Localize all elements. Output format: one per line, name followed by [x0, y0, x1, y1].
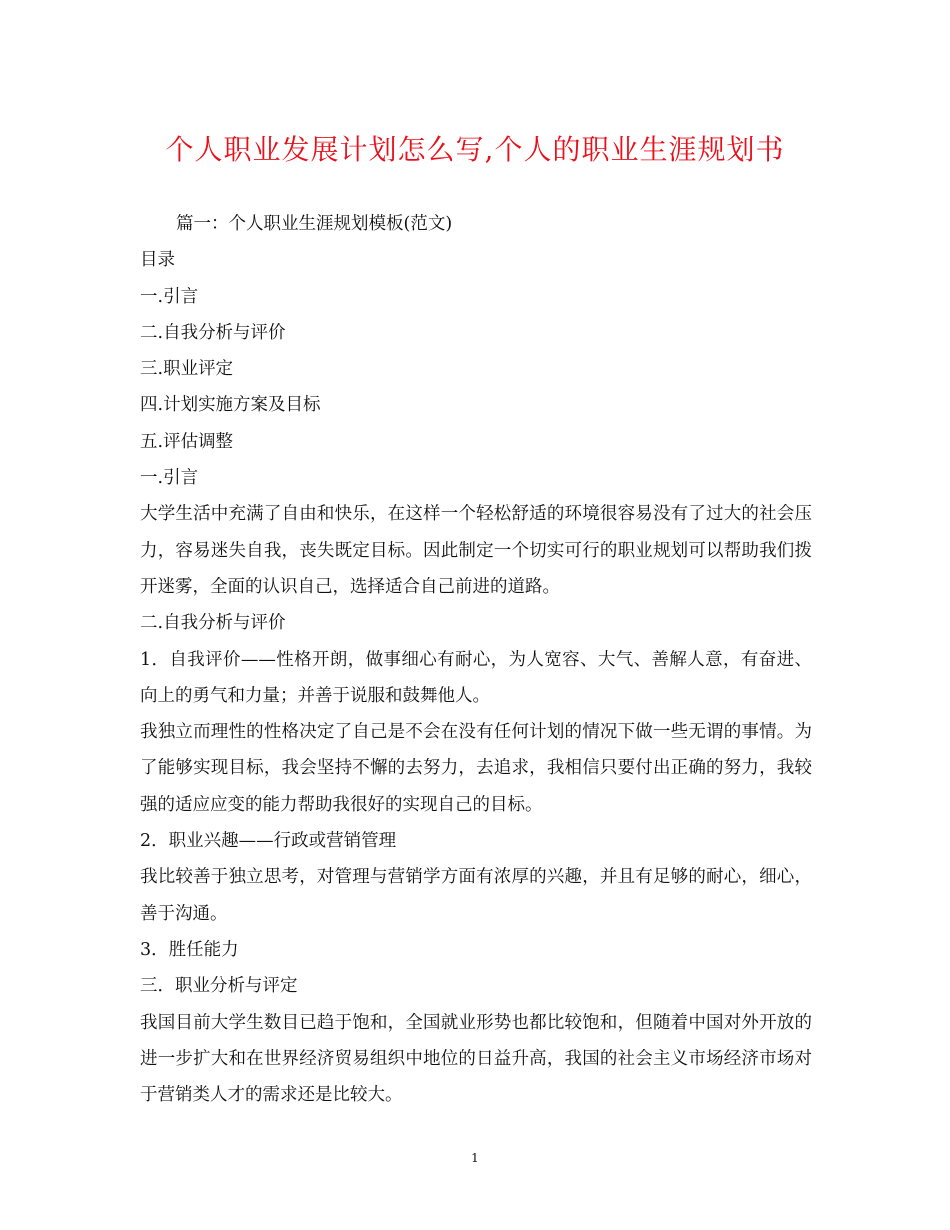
- career-analysis-heading: 三．职业分析与评定: [140, 976, 298, 997]
- intro-heading: 一.引言: [140, 468, 199, 489]
- page-title: 个人职业发展计划怎么写,个人的职业生涯规划书: [165, 133, 785, 166]
- personality-paragraph: 我独立而理性的性格决定了自己是不会在没有任何计划的情况下做一些无谓的事情。为了能够实现目标，我会坚持不懈的去努力，去追求，我相信只要付出正确的努力，我较强的适应应变的能力帮助我很好的实现自己的目标。: [140, 722, 812, 815]
- self-analysis-heading: 二.自我分析与评价: [140, 613, 286, 634]
- toc-item: 二.自我分析与评价: [140, 322, 286, 343]
- career-interest-paragraph: 我比较善于独立思考，对管理与营销学方面有浓厚的兴趣，并且有足够的耐心，细心，善于沟通。: [140, 867, 812, 924]
- toc-item: 五.评估调整: [140, 431, 234, 452]
- toc-item: 三.职业评定: [140, 359, 234, 380]
- document-body: [140, 206, 812, 1113]
- career-analysis-paragraph: 我国目前大学生数目已趋于饱和，全国就业形势也都比较饱和，但随着中国对外开放的进一步扩大和在世界经济贸易组织中地位的日益升高，我国的社会主义市场经济市场对于营销类人才的需求还是比较大。: [140, 1012, 812, 1106]
- competence-heading: 3．胜任能力: [140, 939, 239, 960]
- toc-item: 四.计划实施方案及目标: [140, 395, 321, 416]
- intro-paragraph: 大学生活中充满了自由和快乐，在这样一个轻松舒适的环境很容易没有了过大的社会压力，容易迷失自我，丧失既定目标。因此制定一个切实可行的职业规划可以帮助我们拨开迷雾，全面的认识自己，选择适合自己前进的道路。: [140, 504, 812, 597]
- self-evaluation-paragraph: 1．自我评价——性格开朗，做事细心有耐心，为人宽容、大气、善解人意，有奋进、向上的勇气和力量；并善于说服和鼓舞他人。: [140, 649, 812, 706]
- page-number: 1: [471, 1151, 479, 1165]
- toc-heading: 目录: [140, 250, 175, 271]
- career-interest-heading: 2．职业兴趣——行政或营销管理: [140, 831, 397, 852]
- section-heading: 篇一：个人职业生涯规划模板(范文): [176, 214, 453, 234]
- toc-item: 一.引言: [140, 286, 199, 307]
